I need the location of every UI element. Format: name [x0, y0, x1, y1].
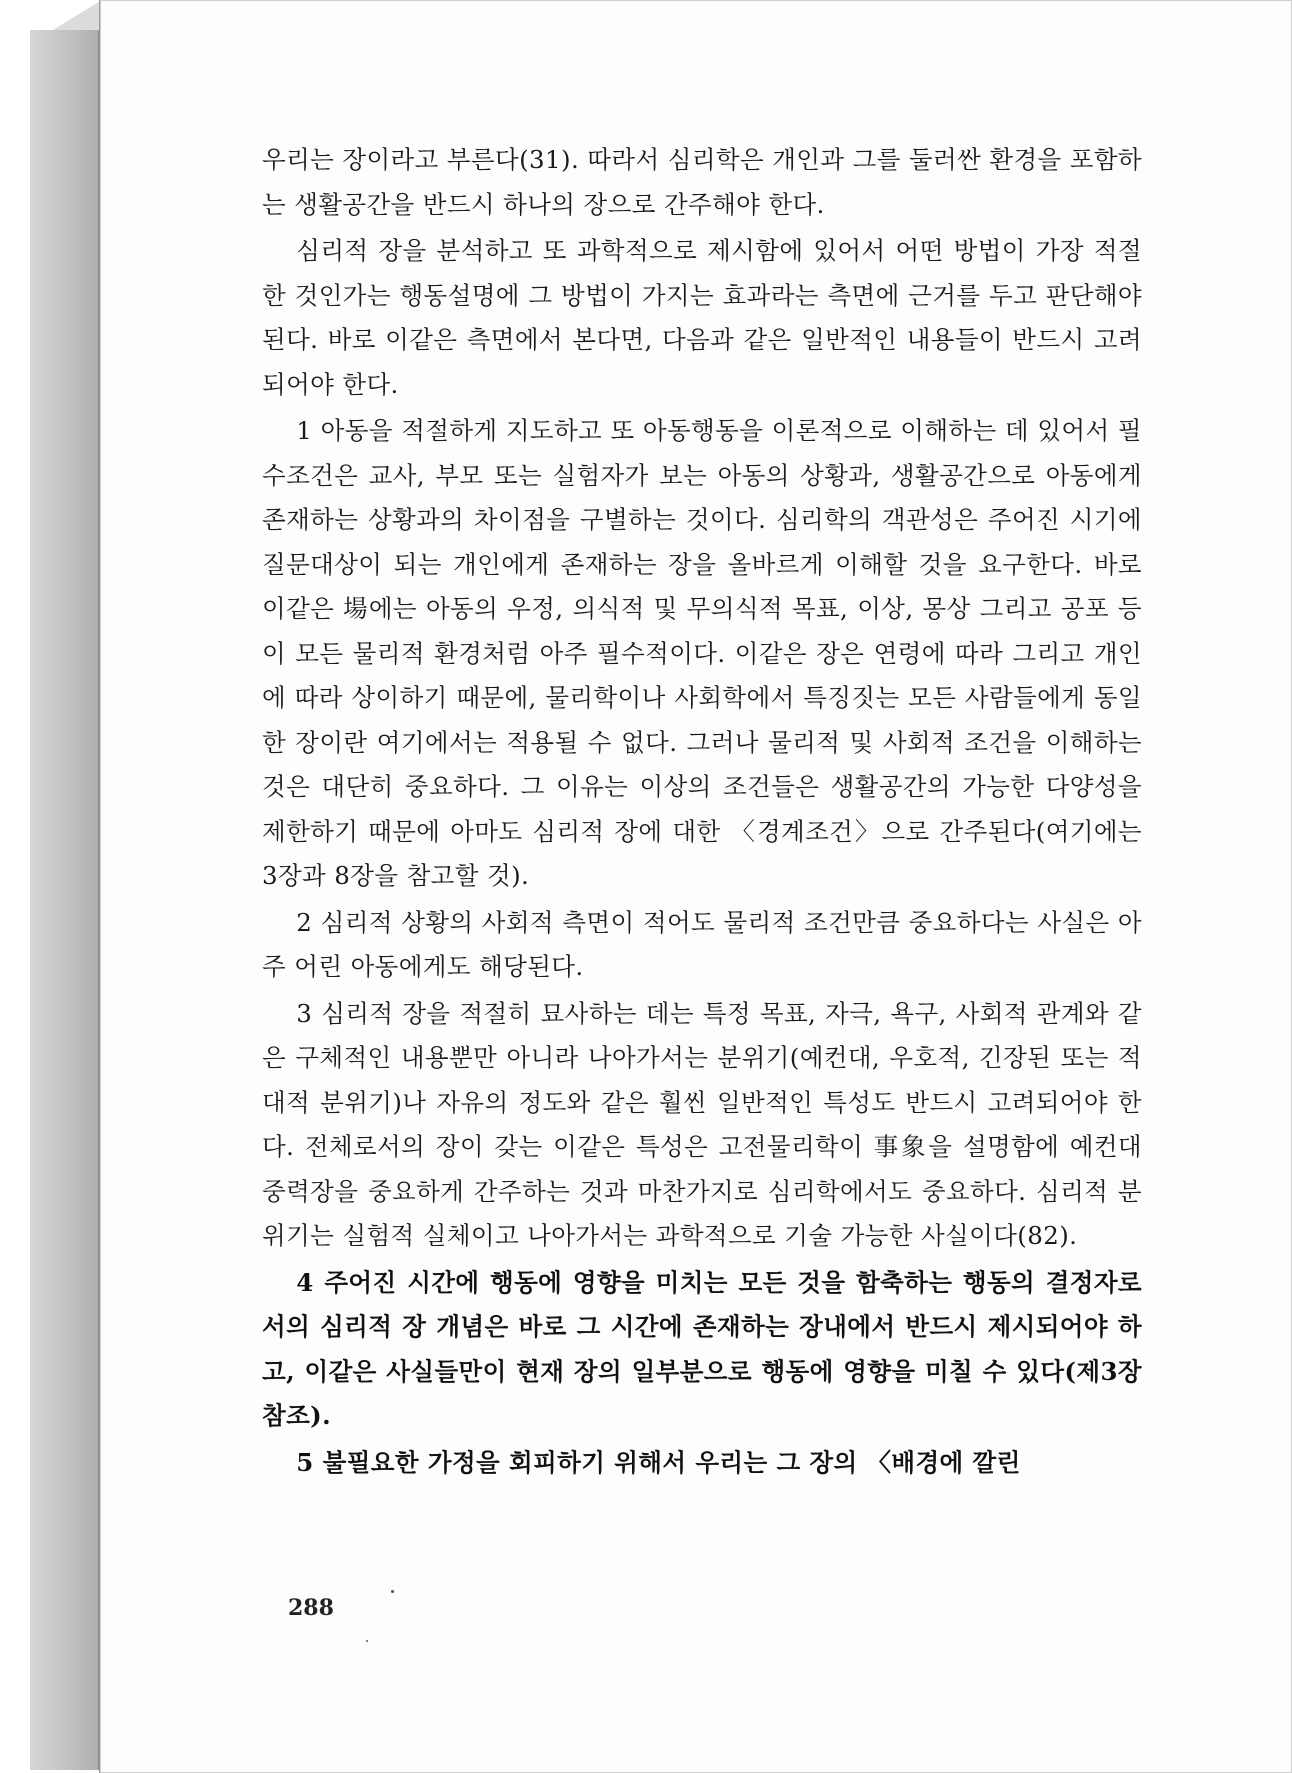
paragraph: 1 아동을 적절하게 지도하고 또 아동행동을 이론적으로 이해하는 데 있어서 필수조건은 교사, 부모 또는 실험자가 보는 아동의 상황과, 생활공간으로 아동에게 존재하는 상황과의 차이점을 구별하는 것이다. 심리학의 객관성은 주어진 시기에 질문대상이 되는 개인에게 존재하는 장을 올바르게 이해할 것을 요구한다. 바로 이같은 場에는 아동의 우정, 의식적 및 무의식적 목표, 이상, 몽상 그리고 공포 등이 모든 물리적 환경처럼 아주 필수적이다. 이같은 장은 연령에 따라 그리고 개인에 따라 상이하기 때문에, 물리학이나 사회학에서 특징짓는 모든 사람들에게 동일한 장이란 여기에서는 적용될 수 없다. 그러나 물리적 및 사회적 조건을 이해하는 것은 대단히 중요하다. 그 이유는 이상의 조건들은 생활공간의 가능한 다양성을 제한하기 때문에 아마도 심리적 장에 대한 〈경계조건〉으로 간주된다(여기에는 3장과 8장을 참고할 것). — [262, 416, 1142, 890]
paragraph: 심리적 장을 분석하고 또 과학적으로 제시함에 있어서 어떤 방법이 가장 적절한 것인가는 행동설명에 그 방법이 가지는 효과라는 측면에 근거를 두고 판단해야 된다. 바로 이같은 측면에서 본다면, 다음과 같은 일반적인 내용들이 반드시 고려되어야 한다. — [262, 236, 1142, 399]
paragraph: 우리는 장이라고 부른다(31). 따라서 심리학은 개인과 그를 둘러싼 환경을 포함하는 생활공간을 반드시 하나의 장으로 간주해야 한다. — [262, 145, 1142, 219]
scan-speck — [366, 1640, 368, 1642]
paragraph: 4 주어진 시간에 행동에 영향을 미치는 모든 것을 함축하는 행동의 결정자로서의 심리적 장 개념은 바로 그 시간에 존재하는 장내에서 반드시 제시되어야 하고, 이같은 사실들만이 현재 장의 일부분으로 행동에 영향을 미칠 수 있다(제3장 참조). — [262, 1267, 1142, 1430]
book-spine — [30, 30, 100, 1770]
page-body-text — [262, 138, 1142, 1485]
paragraph: 5 불필요한 가정을 회피하기 위해서 우리는 그 장의 〈배경에 깔린 — [296, 1447, 1021, 1477]
paragraph: 2 심리적 상황의 사회적 측면이 적어도 물리적 조건만큼 중요하다는 사실은 아주 어린 아동에게도 해당된다. — [262, 907, 1142, 981]
scan-speck — [391, 1590, 394, 1593]
paragraph: 3 심리적 장을 적절히 묘사하는 데는 특정 목표, 자극, 욕구, 사회적 관계와 같은 구체적인 내용뿐만 아니라 나아가서는 분위기(예컨대, 우호적, 긴장된 또는 적대적 분위기)나 자유의 정도와 같은 훨씬 일반적인 특성도 반드시 고려되어야 한다. 전체로서의 장이 갖는 이같은 특성은 고전물리학이 事象을 설명함에 예컨대 중력장을 중요하게 간주하는 것과 마찬가지로 심리학에서도 중요하다. 심리적 분위기는 실험적 실체이고 나아가서는 과학적으로 기술 가능한 사실이다(82). — [262, 998, 1142, 1250]
page-number: 288 — [288, 1595, 334, 1621]
